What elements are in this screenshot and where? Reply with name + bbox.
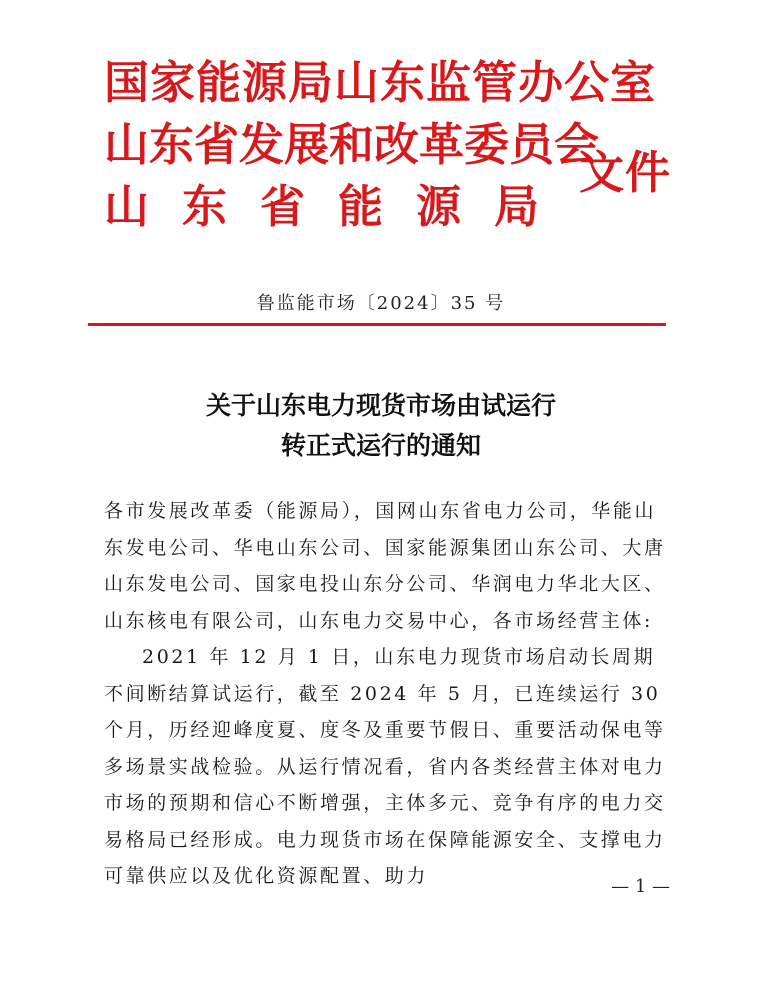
document-body	[104, 493, 666, 895]
addressees-paragraph: 各市发展改革委（能源局），国网山东省电力公司，华能山东发电公司、华电山东公司、国家能源集团山东公司、大唐山东发电公司、国家电投山东分公司、华润电力华北大区、山东核电有限公司，山东电力交易中心，各市场经营主体:	[104, 500, 666, 632]
body-paragraph-1: 2021 年 12 月 1 日，山东电力现货市场启动长周期不间断结算试运行，截至 2024 年 5 月，已连续运行 30 个月，历经迎峰度夏、度冬及重要节假日、重要活动保电等多场景实战检验。从运行情况看，省内各类经营主体对电力市场的预期和信心不断增强，主体多元、竞争有序的电力交易格局已经形成。电力现货市场在保障能源安全、支撑电力可靠供应以及优化资源配置、助力	[104, 646, 666, 887]
red-separator-line	[88, 323, 666, 326]
file-label: 文件	[579, 146, 672, 199]
title-line-1: 关于山东电力现货市场由试运行	[205, 391, 556, 420]
issuing-authorities-header	[104, 52, 684, 238]
issuer-line-3: 山东省能源局	[104, 180, 573, 233]
document-title	[0, 386, 762, 466]
issuer-line-2: 山东省发展和改革委员会	[104, 118, 600, 171]
page-number: — 1 —	[611, 876, 670, 897]
title-line-2: 转正式运行的通知	[280, 431, 481, 460]
issuer-line-1: 国家能源局山东监管办公室	[104, 56, 657, 109]
document-number: 鲁监能市场〔2024〕35 号	[256, 293, 506, 314]
